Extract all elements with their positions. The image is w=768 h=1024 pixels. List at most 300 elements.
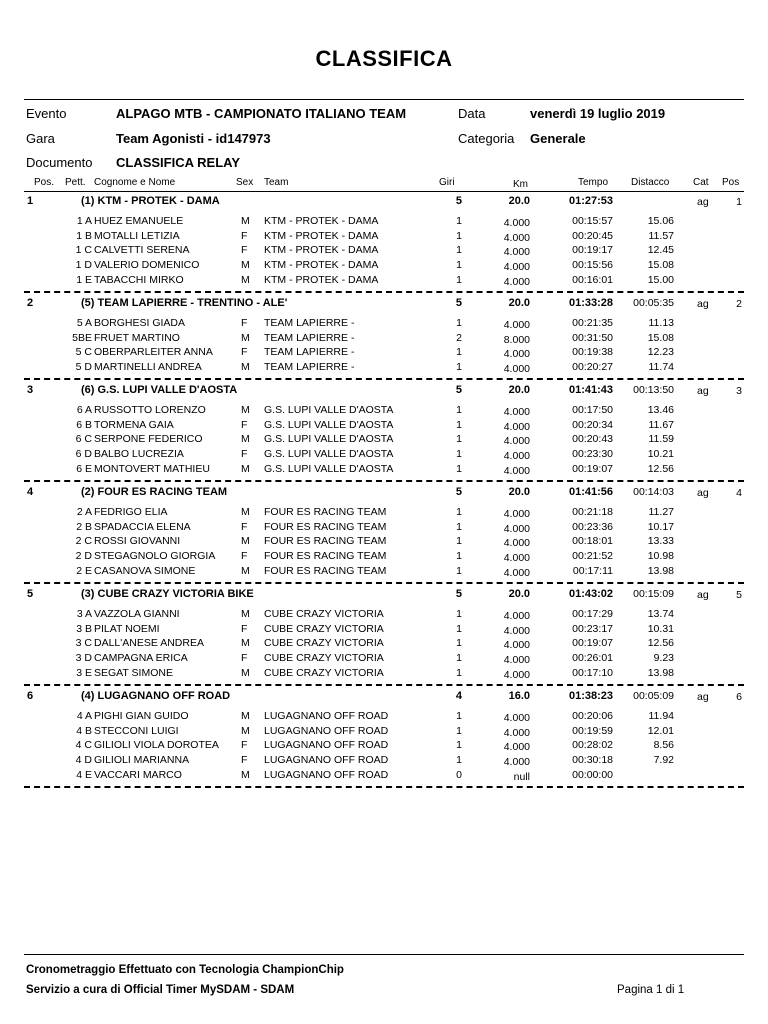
member-laps: 1 xyxy=(456,535,462,547)
member-laps: 1 xyxy=(456,608,462,620)
member-team: TEAM LAPIERRE - xyxy=(264,332,355,344)
member-bib: 6 A xyxy=(76,404,92,416)
member-time: 00:19:07 xyxy=(572,463,613,475)
member-speed: 12.45 xyxy=(647,244,674,256)
event-label: Evento xyxy=(26,106,67,121)
col-pett: Pett. xyxy=(65,177,86,188)
member-bib: 2 C xyxy=(75,535,92,547)
col-distacco: Distacco xyxy=(631,177,670,188)
team-position: 3 xyxy=(27,384,34,396)
member-bib: 1 C xyxy=(75,244,92,256)
event-value: ALPAGO MTB - CAMPIONATO ITALIANO TEAM xyxy=(116,106,407,121)
member-km: 4.000 xyxy=(503,756,530,768)
team-km: 20.0 xyxy=(508,588,530,600)
member-team: FOUR ES RACING TEAM xyxy=(264,550,387,562)
member-sex: F xyxy=(241,739,248,751)
member-laps: 1 xyxy=(456,215,462,227)
member-speed: 8.56 xyxy=(653,739,674,751)
member-name: CALVETTI SERENA xyxy=(94,244,190,256)
member-time: 00:00:00 xyxy=(572,769,613,781)
team-time: 01:41:43 xyxy=(568,384,613,396)
member-name: MONTOVERT MATHIEU xyxy=(94,463,210,475)
team-position: 6 xyxy=(27,690,34,702)
member-laps: 2 xyxy=(456,332,462,344)
member-name: BALBO LUCREZIA xyxy=(94,448,184,460)
member-km: 4.000 xyxy=(503,435,530,447)
member-bib: 4 C xyxy=(75,739,92,751)
col-cat: Cat xyxy=(693,177,709,188)
member-sex: M xyxy=(241,710,250,722)
team-position: 2 xyxy=(27,297,34,309)
team-name: (2) FOUR ES RACING TEAM xyxy=(81,486,228,498)
footer-service: Servizio a cura di Official Timer MySDAM - SDAM xyxy=(26,984,295,996)
member-bib: 1 D xyxy=(75,259,92,271)
member-km: 4.000 xyxy=(503,537,530,549)
date-value: venerdì 19 luglio 2019 xyxy=(530,106,666,121)
member-bib: 5 A xyxy=(76,317,92,329)
member-time: 00:17:11 xyxy=(572,565,613,577)
member-sex: F xyxy=(241,623,248,635)
team-separator xyxy=(24,291,744,293)
member-sex: M xyxy=(241,535,250,547)
team-laps: 5 xyxy=(455,297,462,309)
member-name: MOTALLI LETIZIA xyxy=(94,230,180,242)
member-team: KTM - PROTEK - DAMA xyxy=(264,274,379,286)
member-laps: 1 xyxy=(456,419,462,431)
team-time: 01:43:02 xyxy=(568,588,613,600)
member-km: 4.000 xyxy=(503,465,530,477)
member-time: 00:15:56 xyxy=(572,259,613,271)
team-separator xyxy=(24,480,744,482)
member-bib: 1 A xyxy=(76,215,92,227)
member-name: VALERIO DOMENICO xyxy=(94,259,200,271)
member-team: LUGAGNANO OFF ROAD xyxy=(264,739,389,751)
member-laps: 1 xyxy=(456,463,462,475)
team-name: (4) LUGAGNANO OFF ROAD xyxy=(81,690,231,702)
member-speed: 10.21 xyxy=(647,448,674,460)
team-laps: 5 xyxy=(455,588,462,600)
team-category: ag xyxy=(697,487,709,499)
member-km: 4.000 xyxy=(503,567,530,579)
member-km: 4.000 xyxy=(503,450,530,462)
member-speed: 12.01 xyxy=(647,725,674,737)
member-time: 00:30:18 xyxy=(572,754,613,766)
member-speed: 10.31 xyxy=(647,623,674,635)
member-bib: 3 E xyxy=(76,667,92,679)
col-giri: Giri xyxy=(439,177,455,188)
team-gap: 00:05:35 xyxy=(633,297,674,309)
member-laps: 1 xyxy=(456,637,462,649)
member-name: OBERPARLEITER ANNA xyxy=(94,346,213,358)
member-speed: 13.98 xyxy=(647,667,674,679)
member-laps: 1 xyxy=(456,448,462,460)
member-team: FOUR ES RACING TEAM xyxy=(264,565,387,577)
member-laps: 1 xyxy=(456,346,462,358)
team-laps: 5 xyxy=(455,486,462,498)
col-name: Cognome e Nome xyxy=(94,177,176,188)
team-km: 20.0 xyxy=(508,195,530,207)
member-time: 00:19:59 xyxy=(572,725,613,737)
category-value: Generale xyxy=(530,131,586,146)
member-speed: 11.57 xyxy=(648,230,674,242)
team-separator xyxy=(24,786,744,788)
member-team: G.S. LUPI VALLE D'AOSTA xyxy=(264,433,394,445)
member-km: 4.000 xyxy=(503,654,530,666)
member-speed: 12.56 xyxy=(647,637,674,649)
member-laps: 1 xyxy=(456,565,462,577)
team-km: 16.0 xyxy=(508,690,530,702)
member-name: SPADACCIA ELENA xyxy=(94,521,191,533)
member-team: G.S. LUPI VALLE D'AOSTA xyxy=(264,419,394,431)
member-team: LUGAGNANO OFF ROAD xyxy=(264,754,389,766)
member-km: 4.000 xyxy=(503,669,530,681)
member-time: 00:19:17 xyxy=(572,244,613,256)
member-laps: 1 xyxy=(456,317,462,329)
member-sex: F xyxy=(241,652,248,664)
member-sex: F xyxy=(241,448,248,460)
member-bib: 5 C xyxy=(75,346,92,358)
columns-rule xyxy=(24,191,744,192)
member-name: TORMENA GAIA xyxy=(94,419,174,431)
member-team: LUGAGNANO OFF ROAD xyxy=(264,769,389,781)
member-km: 4.000 xyxy=(503,217,530,229)
member-time: 00:20:34 xyxy=(572,419,613,431)
col-pos: Pos. xyxy=(34,177,55,188)
member-bib: 2 A xyxy=(76,506,92,518)
member-speed: 11.13 xyxy=(648,317,674,329)
member-name: STECCONI LUIGI xyxy=(94,725,179,737)
member-name: CASANOVA SIMONE xyxy=(94,565,196,577)
member-name: PILAT NOEMI xyxy=(94,623,160,635)
member-team: G.S. LUPI VALLE D'AOSTA xyxy=(264,463,394,475)
member-km: 4.000 xyxy=(503,508,530,520)
member-name: SERPONE FEDERICO xyxy=(94,433,203,445)
team-laps: 5 xyxy=(455,384,462,396)
member-km: 4.000 xyxy=(503,348,530,360)
member-name: VACCARI MARCO xyxy=(94,769,182,781)
member-bib: 3 D xyxy=(75,652,92,664)
col-sex: Sex xyxy=(236,177,254,188)
member-team: TEAM LAPIERRE - xyxy=(264,346,355,358)
member-time: 00:20:43 xyxy=(572,433,613,445)
member-team: CUBE CRAZY VICTORIA xyxy=(264,608,384,620)
member-sex: M xyxy=(241,725,250,737)
footer-rule xyxy=(24,954,744,955)
member-name: VAZZOLA GIANNI xyxy=(94,608,180,620)
member-name: MARTINELLI ANDREA xyxy=(94,361,202,373)
team-time: 01:27:53 xyxy=(568,195,613,207)
member-km: 4.000 xyxy=(503,741,530,753)
member-time: 00:20:45 xyxy=(572,230,613,242)
team-category: ag xyxy=(697,298,709,310)
member-time: 00:26:01 xyxy=(572,652,613,664)
member-km: 4.000 xyxy=(503,232,530,244)
member-sex: M xyxy=(241,506,250,518)
member-team: KTM - PROTEK - DAMA xyxy=(264,259,379,271)
member-team: CUBE CRAZY VICTORIA xyxy=(264,667,384,679)
member-time: 00:17:10 xyxy=(572,667,613,679)
team-gap: 00:13:50 xyxy=(633,384,674,396)
member-sex: M xyxy=(241,637,250,649)
member-sex: M xyxy=(241,361,250,373)
member-speed: 12.56 xyxy=(647,463,674,475)
member-speed: 10.98 xyxy=(647,550,674,562)
member-time: 00:23:17 xyxy=(572,623,613,635)
header-rule xyxy=(24,99,744,100)
team-name: (6) G.S. LUPI VALLE D'AOSTA xyxy=(81,384,238,396)
member-km: 4.000 xyxy=(503,610,530,622)
member-time: 00:28:02 xyxy=(572,739,613,751)
member-speed: 13.33 xyxy=(647,535,674,547)
member-sex: M xyxy=(241,259,250,271)
team-km: 20.0 xyxy=(508,384,530,396)
member-sex: F xyxy=(241,754,248,766)
document-value: CLASSIFICA RELAY xyxy=(116,155,240,170)
member-bib: 4 A xyxy=(76,710,92,722)
member-laps: 0 xyxy=(456,769,462,781)
member-bib: 6 B xyxy=(76,419,92,431)
member-name: FEDRIGO ELIA xyxy=(94,506,168,518)
member-team: FOUR ES RACING TEAM xyxy=(264,506,387,518)
member-speed: 11.74 xyxy=(648,361,674,373)
team-separator xyxy=(24,684,744,686)
member-name: CAMPAGNA ERICA xyxy=(94,652,188,664)
member-km: 4.000 xyxy=(503,639,530,651)
race-value: Team Agonisti - id147973 xyxy=(116,131,271,146)
member-km: 4.000 xyxy=(503,246,530,258)
member-speed: 9.23 xyxy=(653,652,674,664)
member-speed: 10.17 xyxy=(647,521,674,533)
member-time: 00:31:50 xyxy=(572,332,613,344)
race-label: Gara xyxy=(26,131,55,146)
member-time: 00:15:57 xyxy=(572,215,613,227)
member-sex: F xyxy=(241,317,248,329)
member-laps: 1 xyxy=(456,404,462,416)
member-name: STEGAGNOLO GIORGIA xyxy=(94,550,216,562)
col-km: Km xyxy=(513,179,528,190)
member-time: 00:17:29 xyxy=(572,608,613,620)
category-label: Categoria xyxy=(458,131,515,146)
member-bib: 6 D xyxy=(75,448,92,460)
member-km: 4.000 xyxy=(503,406,530,418)
team-category-position: 5 xyxy=(736,589,742,601)
member-laps: 1 xyxy=(456,433,462,445)
member-team: CUBE CRAZY VICTORIA xyxy=(264,623,384,635)
team-category-position: 1 xyxy=(736,196,742,208)
member-bib: 2 B xyxy=(76,521,92,533)
member-time: 00:20:06 xyxy=(572,710,613,722)
member-sex: M xyxy=(241,769,250,781)
member-sex: M xyxy=(241,608,250,620)
member-laps: 1 xyxy=(456,739,462,751)
member-name: SEGAT SIMONE xyxy=(94,667,173,679)
team-gap: 00:15:09 xyxy=(633,588,674,600)
member-bib: 4 D xyxy=(75,754,92,766)
team-category-position: 2 xyxy=(736,298,742,310)
member-team: CUBE CRAZY VICTORIA xyxy=(264,652,384,664)
date-label: Data xyxy=(458,106,486,121)
member-name: GILIOLI MARIANNA xyxy=(94,754,190,766)
member-speed: 15.06 xyxy=(647,215,674,227)
member-laps: 1 xyxy=(456,623,462,635)
member-km: 4.000 xyxy=(503,363,530,375)
member-team: G.S. LUPI VALLE D'AOSTA xyxy=(264,448,394,460)
member-laps: 1 xyxy=(456,259,462,271)
member-team: FOUR ES RACING TEAM xyxy=(264,535,387,547)
member-name: FRUET MARTINO xyxy=(94,332,180,344)
member-time: 00:23:36 xyxy=(572,521,613,533)
team-category-position: 4 xyxy=(736,487,742,499)
member-name: GILIOLI VIOLA DOROTEA xyxy=(94,739,219,751)
member-km: 4.000 xyxy=(503,552,530,564)
member-team: TEAM LAPIERRE - xyxy=(264,361,355,373)
team-time: 01:38:23 xyxy=(568,690,613,702)
member-speed: 12.23 xyxy=(647,346,674,358)
member-laps: 1 xyxy=(456,652,462,664)
col-team: Team xyxy=(264,177,289,188)
member-km: 8.000 xyxy=(503,334,530,346)
member-sex: M xyxy=(241,667,250,679)
member-sex: M xyxy=(241,332,250,344)
member-bib: 3 A xyxy=(76,608,92,620)
team-name: (5) TEAM LAPIERRE - TRENTINO - ALE' xyxy=(81,297,288,309)
member-name: ROSSI GIOVANNI xyxy=(94,535,181,547)
team-category-position: 6 xyxy=(736,691,742,703)
team-category: ag xyxy=(697,196,709,208)
member-sex: F xyxy=(241,419,248,431)
member-laps: 1 xyxy=(456,725,462,737)
member-sex: M xyxy=(241,404,250,416)
member-team: LUGAGNANO OFF ROAD xyxy=(264,710,389,722)
member-laps: 1 xyxy=(456,550,462,562)
member-km: 4.000 xyxy=(503,421,530,433)
team-category: ag xyxy=(697,385,709,397)
member-laps: 1 xyxy=(456,274,462,286)
member-time: 00:20:27 xyxy=(572,361,613,373)
member-km: 4.000 xyxy=(503,727,530,739)
member-speed: 13.98 xyxy=(647,565,674,577)
col-catpos: Pos xyxy=(722,177,740,188)
document-label: Documento xyxy=(26,155,93,170)
page-number: Pagina 1 di 1 xyxy=(617,984,685,996)
member-km: 4.000 xyxy=(503,319,530,331)
member-sex: M xyxy=(241,433,250,445)
member-bib: 1 E xyxy=(76,274,92,286)
member-team: KTM - PROTEK - DAMA xyxy=(264,215,379,227)
member-speed: 15.08 xyxy=(647,332,674,344)
team-time: 01:41:56 xyxy=(568,486,613,498)
member-time: 00:19:07 xyxy=(572,637,613,649)
member-sex: F xyxy=(241,521,248,533)
member-laps: 1 xyxy=(456,710,462,722)
member-bib: 2 D xyxy=(75,550,92,562)
member-speed: 15.00 xyxy=(647,274,674,286)
member-laps: 1 xyxy=(456,230,462,242)
member-time: 00:17:50 xyxy=(572,404,613,416)
member-speed: 7.92 xyxy=(653,754,674,766)
member-time: 00:21:18 xyxy=(572,506,613,518)
member-sex: M xyxy=(241,274,250,286)
member-name: BORGHESI GIADA xyxy=(94,317,186,329)
member-km: 4.000 xyxy=(503,625,530,637)
team-time: 01:33:28 xyxy=(568,297,613,309)
member-speed: 13.46 xyxy=(647,404,674,416)
member-laps: 1 xyxy=(456,521,462,533)
member-km: 4.000 xyxy=(503,712,530,724)
member-time: 00:21:52 xyxy=(572,550,613,562)
member-speed: 11.27 xyxy=(648,506,674,518)
team-category: ag xyxy=(697,691,709,703)
col-tempo: Tempo xyxy=(578,177,609,188)
member-name: TABACCHI MIRKO xyxy=(94,274,184,286)
member-laps: 1 xyxy=(456,244,462,256)
member-speed: 11.67 xyxy=(648,419,674,431)
team-name: (3) CUBE CRAZY VICTORIA BIKE xyxy=(81,588,254,600)
team-gap: 00:05:09 xyxy=(633,690,674,702)
team-position: 1 xyxy=(27,195,34,207)
team-category: ag xyxy=(697,589,709,601)
member-laps: 1 xyxy=(456,667,462,679)
member-name: DALL'ANESE ANDREA xyxy=(94,637,204,649)
member-team: LUGAGNANO OFF ROAD xyxy=(264,725,389,737)
member-laps: 1 xyxy=(456,506,462,518)
member-team: G.S. LUPI VALLE D'AOSTA xyxy=(264,404,394,416)
member-sex: F xyxy=(241,244,248,256)
member-bib: 4 E xyxy=(76,769,92,781)
team-category-position: 3 xyxy=(736,385,742,397)
member-sex: M xyxy=(241,463,250,475)
member-bib: 6 C xyxy=(75,433,92,445)
member-name: HUEZ EMANUELE xyxy=(94,215,184,227)
team-laps: 4 xyxy=(455,690,462,702)
member-time: 00:21:35 xyxy=(572,317,613,329)
team-laps: 5 xyxy=(455,195,462,207)
member-team: TEAM LAPIERRE - xyxy=(264,317,355,329)
member-speed: 13.74 xyxy=(647,608,674,620)
member-speed: 11.59 xyxy=(648,433,674,445)
footer-timing: Cronometraggio Effettuato con Tecnologia ChampionChip xyxy=(26,964,344,976)
member-time: 00:23:30 xyxy=(572,448,613,460)
team-km: 20.0 xyxy=(508,297,530,309)
team-position: 4 xyxy=(27,486,34,498)
member-km: 4.000 xyxy=(503,261,530,273)
team-km: 20.0 xyxy=(508,486,530,498)
member-sex: M xyxy=(241,565,250,577)
member-sex: F xyxy=(241,346,248,358)
member-km: null xyxy=(513,771,530,783)
member-team: CUBE CRAZY VICTORIA xyxy=(264,637,384,649)
member-laps: 1 xyxy=(456,361,462,373)
member-team: KTM - PROTEK - DAMA xyxy=(264,244,379,256)
team-name: (1) KTM - PROTEK - DAMA xyxy=(81,195,220,207)
member-sex: F xyxy=(241,230,248,242)
member-km: 4.000 xyxy=(503,276,530,288)
team-position: 5 xyxy=(27,588,34,600)
member-bib: 3 C xyxy=(75,637,92,649)
member-time: 00:18:01 xyxy=(572,535,613,547)
member-km: 4.000 xyxy=(503,523,530,535)
page-title: CLASSIFICA xyxy=(315,46,453,71)
member-name: RUSSOTTO LORENZO xyxy=(94,404,206,416)
member-speed: 11.94 xyxy=(648,710,674,722)
member-laps: 1 xyxy=(456,754,462,766)
team-separator xyxy=(24,582,744,584)
member-bib: 1 B xyxy=(76,230,92,242)
member-speed: 15.08 xyxy=(647,259,674,271)
member-time: 00:19:38 xyxy=(572,346,613,358)
member-bib: 6 E xyxy=(76,463,92,475)
member-team: FOUR ES RACING TEAM xyxy=(264,521,387,533)
